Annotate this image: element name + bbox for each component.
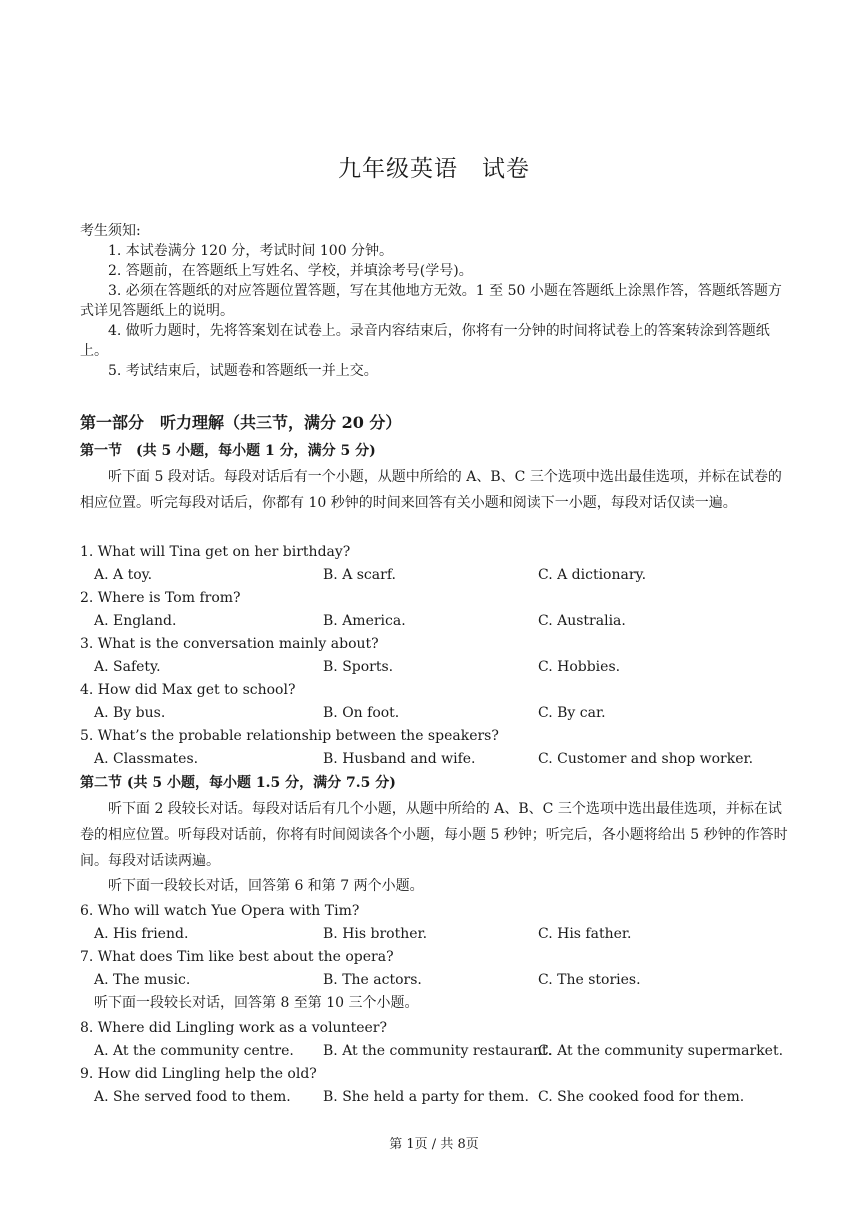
option-a: A. At the community centre. [94, 1043, 294, 1059]
question: 5. What’s the probable relationship between the speakers? [80, 728, 499, 744]
question: 1. What will Tina get on her birthday? [80, 544, 351, 560]
question: 6. Who will watch Yue Opera with Tim? [80, 903, 360, 919]
question: 4. How did Max get to school? [80, 682, 296, 698]
option-a: A. She served food to them. [94, 1089, 291, 1105]
option-a: A. His friend. [94, 926, 189, 942]
section-instructions: 听下面 5 段对话。每段对话后有一个小题，从题中所给的 A、B、C 三个选项中选出最佳选项，并标在试卷的相应位置。听完每段对话后，你都有 10 秒钟的时间来回答有关小题和阅读下一小题，每段对话仅读一遍。 [80, 469, 782, 511]
option-c: C. The stories. [538, 972, 641, 988]
page-title: 九年级英语 试卷 [338, 156, 530, 182]
option-b: B. Sports. [323, 659, 394, 675]
question: 7. What does Tim like best about the opera? [80, 949, 394, 965]
option-c: C. His father. [538, 926, 632, 942]
notice-item: 2. 答题前，在答题纸上写姓名、学校，并填涂考号(学号)。 [108, 263, 473, 279]
option-b: B. At the community restaurant. [323, 1043, 553, 1059]
section2-block [80, 770, 792, 874]
option-c: C. Customer and shop worker. [538, 751, 754, 767]
candidate-notice [80, 221, 792, 381]
option-b: B. The actors. [323, 972, 422, 988]
question: 9. How did Lingling help the old? [80, 1066, 317, 1082]
notice-item: 1. 本试卷满分 120 分，考试时间 100 分钟。 [108, 243, 394, 259]
option-b: B. A scarf. [323, 567, 396, 583]
question: 8. Where did Lingling work as a volunteer? [80, 1020, 387, 1036]
option-b: B. His brother. [323, 926, 428, 942]
section-instructions: 听下面 2 段较长对话。每段对话后有几个小题，从题中所给的 A、B、C 三个选项中选出最佳选项，并标在试卷的相应位置。听每段对话前，你将有时间阅读各个小题，每小题 5 秒钟；听完后，各小题将给出 5 秒钟的作答时间。每段对话读两遍。 [80, 801, 788, 869]
option-b: B. She held a party for them. [323, 1089, 529, 1105]
page-number: 第 1页 / 共 8页 [389, 1137, 479, 1152]
section-heading: 第一节 (共 5 小题，每小题 1 分，满分 5 分) [80, 443, 376, 459]
question: 3. What is the conversation mainly about? [80, 636, 379, 652]
notice-item: 5. 考试结束后，试题卷和答题纸一并上交。 [108, 363, 378, 379]
dialogue-intro: 听下面一段较长对话，回答第 6 和第 7 两个小题。 [108, 878, 424, 894]
option-b: B. On foot. [323, 705, 400, 721]
option-a: A. A toy. [94, 567, 153, 583]
question: 2. Where is Tom from? [80, 590, 241, 606]
option-c: C. At the community supermarket. [538, 1043, 784, 1059]
section-heading: 第二节 (共 5 小题，每小题 1.5 分，满分 7.5 分) [80, 775, 396, 791]
part-heading: 第一部分 听力理解（共三节，满分 20 分） [80, 413, 402, 432]
dialogue-intro: 听下面一段较长对话，回答第 8 至第 10 三个小题。 [94, 995, 419, 1011]
notice-heading: 考生须知: [80, 223, 141, 239]
option-c: C. She cooked food for them. [538, 1089, 745, 1105]
option-b: B. America. [323, 613, 406, 629]
option-c: C. By car. [538, 705, 606, 721]
notice-item: 3. 必须在答题纸的对应答题位置答题，写在其他地方无效。1 至 50 小题在答题纸上涂黑作答，答题纸答题方式详见答题纸上的说明。 [80, 283, 782, 319]
option-a: A. Classmates. [94, 751, 199, 767]
notice-item: 4. 做听力题时，先将答案划在试卷上。录音内容结束后，你将有一分钟的时间将试卷上的答案转涂到答题纸上。 [80, 323, 770, 359]
option-a: A. Safety. [94, 659, 161, 675]
option-c: C. Australia. [538, 613, 626, 629]
option-b: B. Husband and wife. [323, 751, 476, 767]
option-a: A. England. [94, 613, 177, 629]
section1-block [80, 438, 792, 516]
option-c: C. Hobbies. [538, 659, 621, 675]
option-c: C. A dictionary. [538, 567, 647, 583]
option-a: A. The music. [94, 972, 191, 988]
option-a: A. By bus. [94, 705, 166, 721]
